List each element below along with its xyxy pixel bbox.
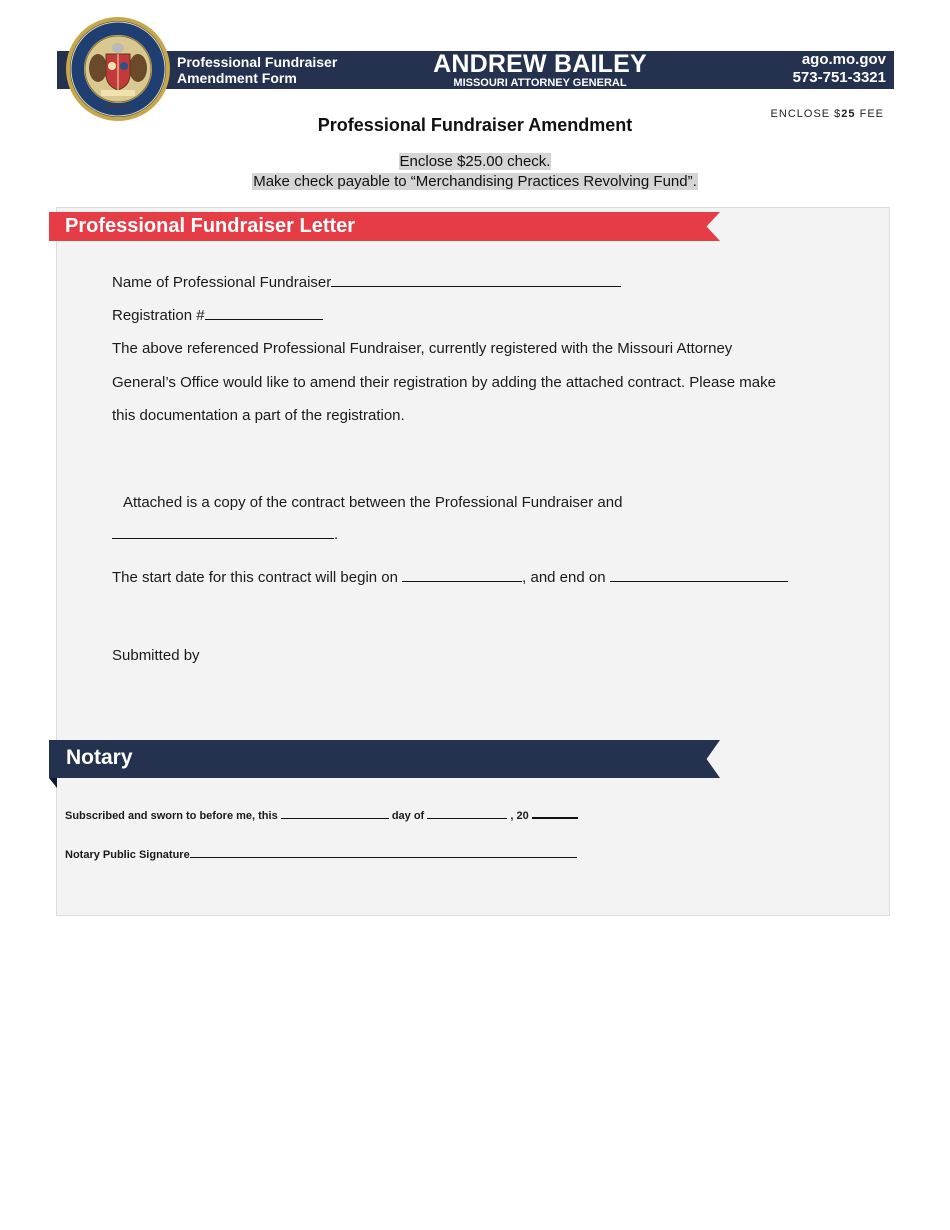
registration-label: Registration # <box>112 307 205 324</box>
paragraph-line-3: this documentation a part of the registration. <box>112 407 405 424</box>
website-link[interactable]: ago.mo.gov <box>801 51 886 68</box>
form-title-line2: Amendment Form <box>177 70 297 86</box>
start-date-label: The start date for this contract will begin on <box>112 569 398 586</box>
fee-suffix: FEE <box>855 108 884 120</box>
form-title-line1: Professional Fundraiser <box>177 54 338 70</box>
contract-party-row <box>112 526 338 543</box>
registration-row <box>112 307 323 324</box>
sworn-day-field[interactable] <box>281 808 389 819</box>
attached-contract-line: Attached is a copy of the contract between the Professional Fundraiser and <box>123 494 623 511</box>
paragraph-line-2: General’s Office would like to amend their registration by adding the attached contract. Please make <box>112 374 776 391</box>
registration-number-field[interactable] <box>205 307 323 320</box>
contract-party-field[interactable] <box>112 526 334 539</box>
sworn-month-field[interactable] <box>427 808 507 819</box>
submitted-by-label: Submitted by <box>112 647 200 664</box>
notary-section-heading: Notary <box>66 746 133 769</box>
fundraiser-name-label: Name of Professional Fundraiser <box>112 274 332 291</box>
notary-sworn-row <box>65 807 578 822</box>
year-label: , 20 <box>510 810 529 822</box>
sworn-label: Subscribed and sworn to before me, this <box>65 810 278 822</box>
paragraph-line-1: The above referenced Professional Fundraiser, currently registered with the Missouri Attorney <box>112 340 733 357</box>
phone-number: 573-751-3321 <box>792 69 886 86</box>
official-office: MISSOURI ATTORNEY GENERAL <box>453 77 627 89</box>
notary-signature-row <box>65 847 577 861</box>
notary-signature-label: Notary Public Signature <box>65 849 190 861</box>
start-date-field[interactable] <box>402 569 522 582</box>
form-title <box>177 54 337 86</box>
end-date-field[interactable] <box>610 569 788 582</box>
official-name: ANDREW BAILEY <box>433 50 647 78</box>
contract-party-period: . <box>334 526 339 543</box>
fundraiser-name-field[interactable] <box>331 274 621 287</box>
fundraiser-name-row <box>112 274 621 291</box>
check-instructions <box>0 152 950 192</box>
check-amount-line: Enclose $25.00 check. <box>399 153 551 170</box>
letter-section-heading: Professional Fundraiser Letter <box>65 215 356 237</box>
fee-amount: 25 <box>841 108 856 120</box>
fee-prefix: ENCLOSE $ <box>770 108 842 120</box>
missouri-seal-icon <box>65 16 171 122</box>
end-date-label: , and end on <box>522 569 606 586</box>
svg-text:MDCCCXX: MDCCCXX <box>105 104 131 110</box>
notary-signature-field[interactable] <box>190 847 577 858</box>
document-title: Professional Fundraiser Amendment <box>317 115 633 135</box>
notary-section-banner <box>49 740 720 778</box>
day-of-label: day of <box>391 810 425 822</box>
sworn-year-field[interactable] <box>532 807 578 819</box>
check-payee-line: Make check payable to “Merchandising Practices Revolving Fund”. <box>253 173 697 190</box>
contract-dates-row <box>112 569 788 586</box>
